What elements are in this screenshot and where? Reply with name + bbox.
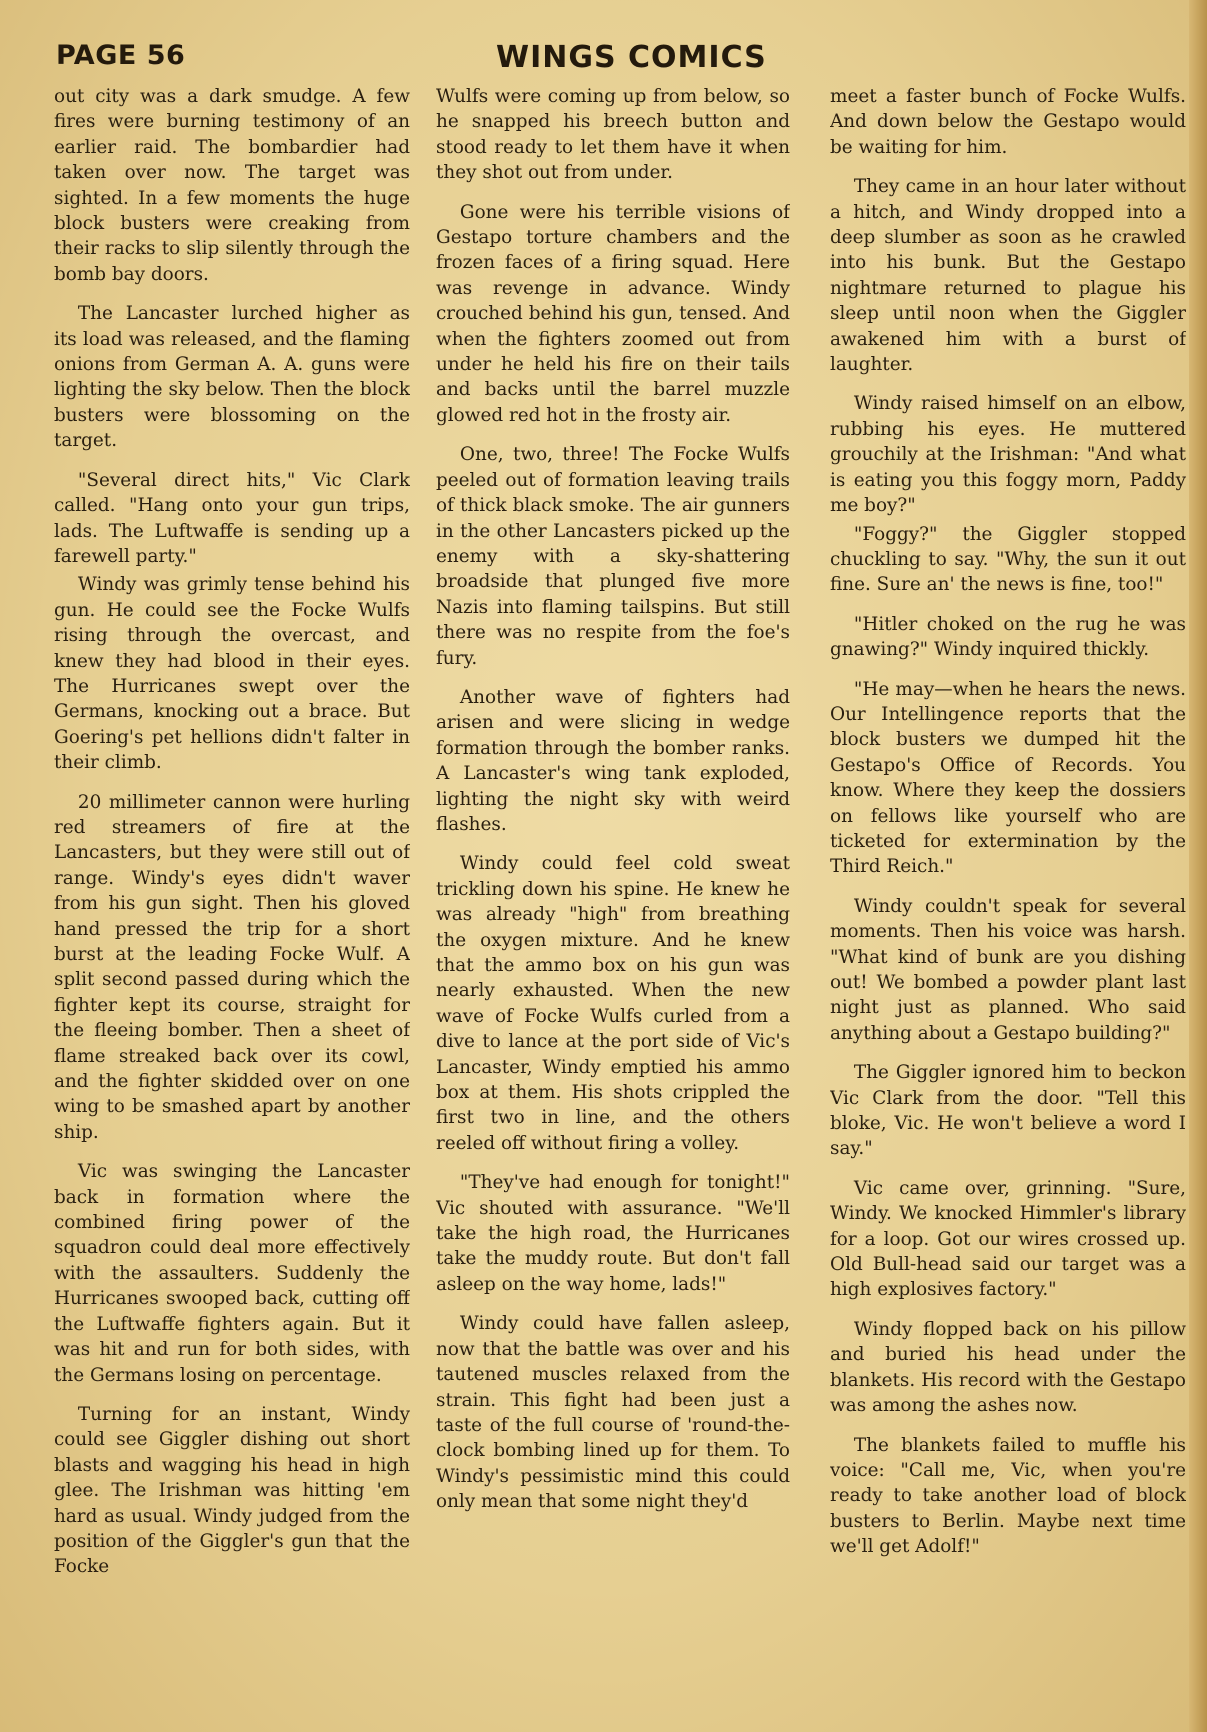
page-number: PAGE 56 — [56, 40, 186, 71]
paragraph: Windy flopped back on his pillow and buried his head under the blankets. His record with the Gestapo was among the ashes now. — [830, 1318, 1186, 1417]
paragraph: 20 millimeter cannon were hurling red streamers of fire at the Lancasters, but they were still out of range. Windy's eyes didn't waver from his gun sight. Then his gloved hand pressed the trip for a short burst at the leading Focke Wulf. A split second passed during which the fighter kept its course, straight for the fleeing bomber. Then a sheet of flame streaked back over its cowl, and the fighter skidded over on one wing to be smashed apart by another ship. — [54, 791, 410, 1143]
page-header — [56, 40, 1167, 80]
paragraph: Windy could have fallen asleep, now that the battle was over and his tautened muscles relaxed from the strain. This fight had been just a taste of the full course of 'round-the-clock bombing lined up for them. To Windy's pessimistic mind this could only mean that some night they'd — [436, 1313, 790, 1513]
paragraph: They came in an hour later without a hitch, and Windy dropped into a deep slumber as soon as he crawled into his bunk. But the Gestapo nightmare returned to plague his sleep until noon when the Giggler awakened him with a burst of laughter. — [830, 176, 1186, 376]
paragraph: Windy was grimly tense behind his gun. He could see the Focke Wulfs rising through the overcast, and knew they had blood in their eyes. The Hurricanes swept over the Germans, knocking out a brace. But Goering's pet hellions didn't falter in their climb. — [54, 574, 410, 774]
paragraph: Wulfs were coming up from below, so he snapped his breech button and stood ready to let them have it when they shot out from under. — [436, 86, 790, 184]
paragraph: "Hitler choked on the rug he was gnawing?" Windy inquired thickly. — [830, 613, 1186, 661]
page-edge — [1189, 0, 1207, 1732]
paragraph: The Giggler ignored him to beckon Vic Clark from the door. "Tell this bloke, Vic. He won't believe a word I say." — [830, 1062, 1186, 1160]
paragraph: Vic was swinging the Lancaster back in formation where the combined firing power of the squadron could deal more effectively with the assaulters. Suddenly the Hurricanes swooped back, cutting off the Luftwaffe fighters again. But it was hit and run for both sides, with the Germans losing on percentage. — [54, 1161, 410, 1386]
paragraph: Windy raised himself on an elbow, rubbing his eyes. He muttered grouchily at the Irishman: "And what is eating you this foggy morn, Paddy me boy?" — [830, 393, 1186, 517]
paragraph: "Several direct hits," Vic Clark called. "Hang onto your gun trips, lads. The Luftwaffe is sending up a farewell party." — [54, 469, 410, 567]
paragraph: Another wave of fighters had arisen and were slicing in wedge formation through the bomber ranks. A Lancaster's wing tank exploded, lighting the night sky with weird flashes. — [436, 686, 790, 835]
magazine-title: WINGS COMICS — [496, 40, 767, 75]
paragraph: One, two, three! The Focke Wulfs peeled out of formation leaving trails of thick black smoke. The air gunners in the other Lancasters picked up the enemy with a sky-shattering broadside that plunged five more Nazis into flaming tailspins. But still there was no respite from the foe's fury. — [436, 444, 790, 669]
paragraph: The Lancaster lurched higher as its load was released, and the flaming onions from German A. A. guns were lighting the sky below. Then the block busters were blossoming on the target. — [54, 303, 410, 452]
text-column-2 — [436, 84, 790, 1694]
paragraph: "They've had enough for tonight!" Vic shouted with assurance. "We'll take the high road, the Hurricanes take the muddy route. But don't fall asleep on the way home, lads!" — [436, 1172, 790, 1295]
text-column-3 — [830, 84, 1186, 1694]
paragraph: Gone were his terrible visions of Gestapo torture chambers and the frozen faces of a firing squad. Here was revenge in advance. Windy crouched behind his gun, tensed. And when the fighters zoomed out from under he held his fire on their tails and backs until the barrel muzzle glowed red hot in the frosty air. — [436, 201, 790, 426]
paragraph: out city was a dark smudge. A few fires were burning testimony of an earlier raid. The bombardier had taken over now. The target was sighted. In a few moments the huge block busters were creaking from their racks to slip silently through the bomb bay doors. — [54, 86, 410, 285]
paragraph: "He may—when he hears the news. Our Intellingence reports that the block busters we dumped hit the Gestapo's Office of Records. You know. Where they keep the dossiers on fellows like yourself who are ticketed for extermination by the Third Reich." — [830, 678, 1186, 878]
paragraph: Turning for an instant, Windy could see Giggler dishing out short blasts and wagging his head in high glee. The Irishman was hitting 'em hard as usual. Windy judged from the position of the Giggler's gun that the Focke — [54, 1403, 410, 1578]
paragraph: Vic came over, grinning. "Sure, Windy. We knocked Himmler's library for a loop. Got our wires crossed up. Old Bull-head said our target was a high explosives factory." — [830, 1177, 1186, 1301]
paragraph: Windy couldn't speak for several moments. Then his voice was harsh. "What kind of bunk are you dishing out! We bombed a powder plant last night just as planned. Who said anything about a Gestapo building?" — [830, 895, 1186, 1044]
paragraph: "Foggy?" the Giggler stopped chuckling to say. "Why, the sun it out fine. Sure an' the news is fine, too!" — [830, 523, 1186, 596]
text-column-1 — [54, 84, 410, 1694]
paragraph: The blankets failed to muffle his voice: "Call me, Vic, when you're ready to take another load of block busters to Berlin. Maybe next time we'll get Adolf!" — [830, 1434, 1186, 1558]
paragraph: meet a faster bunch of Focke Wulfs. And down below the Gestapo would be waiting for him. — [830, 86, 1186, 158]
paragraph: Windy could feel cold sweat trickling down his spine. He knew he was already "high" from breathing the oxygen mixture. And he knew that the ammo box on his gun was nearly exhausted. When the new wave of Focke Wulfs curled from a dive to lance at the port side of Vic's Lancaster, Windy emptied his ammo box at them. His shots crippled the first two in line, and the others reeled off without firing a volley. — [436, 853, 790, 1154]
